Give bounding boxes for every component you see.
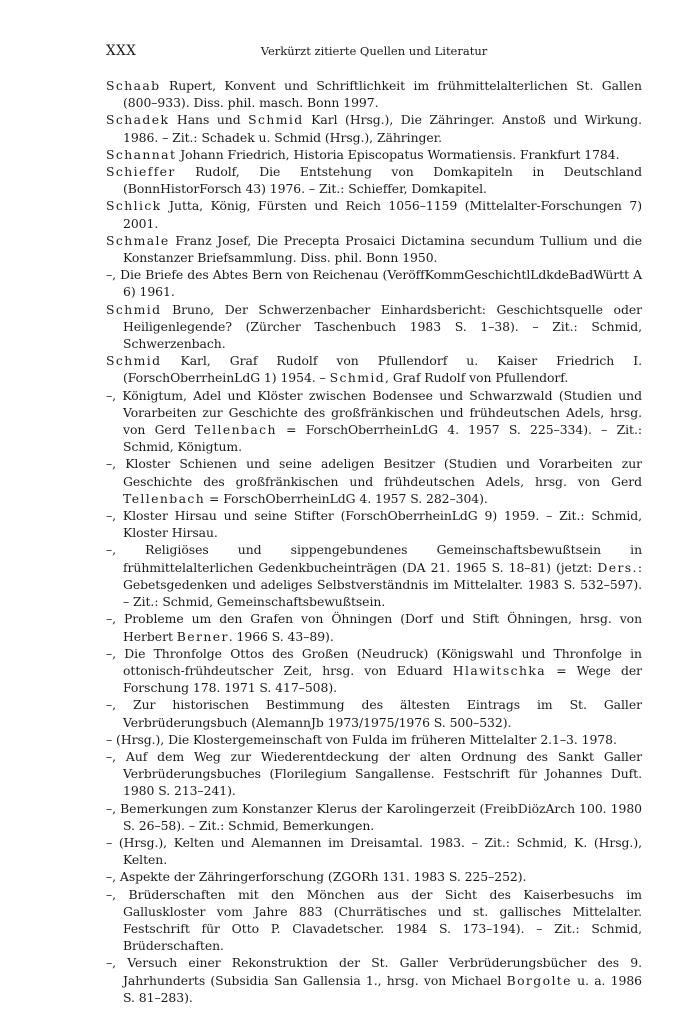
bibliography-entry [106,232,642,266]
bibliography-entry [106,507,642,541]
bibliography-entry [106,146,642,163]
entry-text: –, Probleme um den Grafen von Öhningen (Dorf und Stift Öhningen, hrsg. von Herbert [106,611,642,644]
entry-text-continued: , Graf Rudolf von Pfullendorf. [385,370,569,386]
entry-author-secondary: Ders. [597,559,638,575]
entry-author: Schaab [106,78,161,93]
entry-text: –, Die Briefe des Abtes Bern von Reichenau (VeröffKommGeschichtlLdkdeBadWürtt A 6) 1961. [106,267,642,300]
entry-text: Franz Josef, Die Precepta Prosaici Dictamina secundum Tullium und die Konstanzer Briefsammlung. Diss. phil. Bonn 1950. [123,232,642,266]
bibliography-entry [106,696,642,730]
entry-author: Schadek [106,112,170,128]
entry-text: –, Aspekte der Zähringerforschung (ZGORh 131. 1983 S. 225–252). [106,869,527,885]
bibliography-entry [106,954,642,1006]
bibliography-entry [106,886,642,955]
entry-author-secondary: Hlawitschka [452,662,547,678]
bibliography-entry [106,77,642,111]
entry-text: –, Versuch einer Rekonstruktion der St. Galler Verbrüderungsbücher des 9. Jahrhunderts (Subsidia San Gallensia 1., hrsg. von Michael [106,955,642,988]
bibliography-entry [106,800,642,834]
entry-author: Schannat [106,146,177,162]
entry-author-secondary: Borgolte [506,972,572,988]
entry-text: Karl, Graf Rudolf von Pfullendorf u. Kaiser Friedrich I. (ForschOberrheinLdG 1) 1954. – [123,353,642,386]
entry-text: Hans und [169,112,249,128]
entry-text-continued: = ForschOberrheinLdG 4. 1957 S. 282–304). [205,490,488,506]
entry-text: Johann Friedrich, Historia Episcopatus Wormatiensis. Frankfurt 1784. [176,146,620,162]
entry-author: Schmale [106,232,170,248]
bibliography-entry [106,387,642,456]
bibliography-entry [106,834,642,868]
entry-author-secondary: Tellenbach [194,422,277,438]
entry-text: –, Die Thronfolge Ottos des Großen (Neudruck) (Königswahl und Thronfolge in ottonisch-frühdeutscher Zeit, hrsg. von Eduard [106,645,642,678]
entry-author-secondary: Schmid [329,370,386,386]
bibliography-entry [106,868,642,885]
entry-text-continued: . 1966 S. 43–89). [228,628,334,644]
entry-author-secondary: Berner [176,628,229,644]
entry-author: Schmid [106,301,162,317]
entry-text: –, Kloster Schienen und seine adeligen Besitzer (Studien und Vorarbeiten zur Geschichte des großfränkischen und frühdeutschen Adels, hrsg. von Gerd [106,456,642,489]
bibliography-entry [106,111,642,145]
entry-author-secondary: Schmid [248,112,304,128]
bibliography-entry [106,455,642,507]
running-title: Verkürzt zitierte Quellen und Literatur [260,44,488,58]
entry-text: –, Zur historischen Bestimmung des ältesten Eintrags im St. Galler Verbrüderungsbuch (AlemannJb 1973/1975/1976 S. 500–532). [106,697,642,730]
bibliography-entry [106,731,642,748]
entry-text: – (Hrsg.), Kelten und Alemannen im Dreisamtal. 1983. – Zit.: Schmid, K. (Hrsg.), Kelten. [106,834,642,868]
entry-author: Schmid [106,353,162,369]
bibliography-entry [106,541,642,610]
entry-text: – (Hrsg.), Die Klostergemeinschaft von Fulda im früheren Mittelalter 2.1–3. 1978. [106,731,617,747]
bibliography-entry [106,610,642,644]
entry-text-continued: = ForschOberrheinLdG 4. 1957 S. 225–334). – Zit.: Schmid, Königtum. [123,422,642,455]
bibliography-entry [106,748,642,800]
bibliography-entry [106,197,642,231]
bibliography-entry [106,645,642,697]
page-number: XXX [106,43,137,59]
entry-text: Bruno, Der Schwerzenbacher Einhardsbericht: Geschichtsquelle oder Heiligenlegende? (Zürcher Taschenbuch 1983 S. 1–38). – Zit.: Schmid, Schwerzenbach. [123,301,642,352]
bibliography-entry [106,163,642,197]
entry-text: –, Brüderschaften mit den Mönchen aus der Sicht des Kaiserbesuchs im Galluskloster vom Jahre 883 (Churrätisches und st. gallisches Mittelalter. Festschrift für Otto P. Clavadetscher. 1984 S. 173–194). – Zit.: Schmid, Brüderschaften. [106,886,642,954]
bibliography-list [106,77,642,1006]
entry-text: –, Auf dem Weg zur Wiederentdeckung der alten Ordnung des Sankt Galler Verbrüderungsbuches (Florilegium Sangallense. Festschrift für Johannes Duft. 1980 S. 213–241). [106,748,642,799]
entry-text-continued: : Gebetsgedenken und adeliges Selbstverständnis im Mittelalter. 1983 S. 532–597). – Zit.: Schmid, Gemeinschaftsbewußtsein. [123,559,642,610]
entry-text: Rupert, Konvent und Schriftlichkeit im frühmittelalterlichen St. Gallen (800–933). Diss. phil. masch. Bonn 1997. [123,78,642,111]
entry-text: –, Königtum, Adel und Klöster zwischen Bodensee und Schwarzwald (Studien und Vorarbeiten zur Geschichte des großfränkischen und frühdeutschen Adels, hrsg. von Gerd [106,387,642,438]
entry-text: Rudolf, Die Entstehung von Domkapiteln in Deutschland (BonnHistorForsch 43) 1976. – Zit.: Schieffer, Domkapitel. [123,164,642,197]
entry-author: Schieffer [106,164,176,180]
bibliography-entry [106,352,642,386]
entry-text: –, Religiöses und sippengebundenes Gemeinschaftsbewußtsein in frühmittelalterlichen Gedenkbucheinträgen (DA 21. 1965 S. 18–81) (jetzt: [106,542,642,575]
entry-author: Schlick [106,198,162,214]
entry-text: –, Kloster Hirsau und seine Stifter (ForschOberrheinLdG 9) 1959. – Zit.: Schmid, Kloster Hirsau. [106,508,642,541]
entry-text: –, Bemerkungen zum Konstanzer Klerus der Karolingerzeit (FreibDiözArch 100. 1980 S. 26–58). – Zit.: Schmid, Bemerkungen. [106,800,642,833]
running-header [106,42,642,60]
entry-text-continued: = Wege der Forschung 178. 1971 S. 417–508). [123,662,642,696]
entry-text: Jutta, König, Fürsten und Reich 1056–1159 (Mittelalter-Forschungen 7) 2001. [123,198,642,231]
entry-text-continued: u. a. 1986 S. 81–283). [123,972,643,1005]
entry-text-continued: Karl (Hrsg.), Die Zähringer. Anstoß und Wirkung. 1986. – Zit.: Schadek u. Schmid (Hrsg.), Zähringer. [123,112,642,145]
entry-author-secondary: Tellenbach [123,490,206,506]
bibliography-entry [106,266,642,300]
bibliography-entry [106,301,642,353]
